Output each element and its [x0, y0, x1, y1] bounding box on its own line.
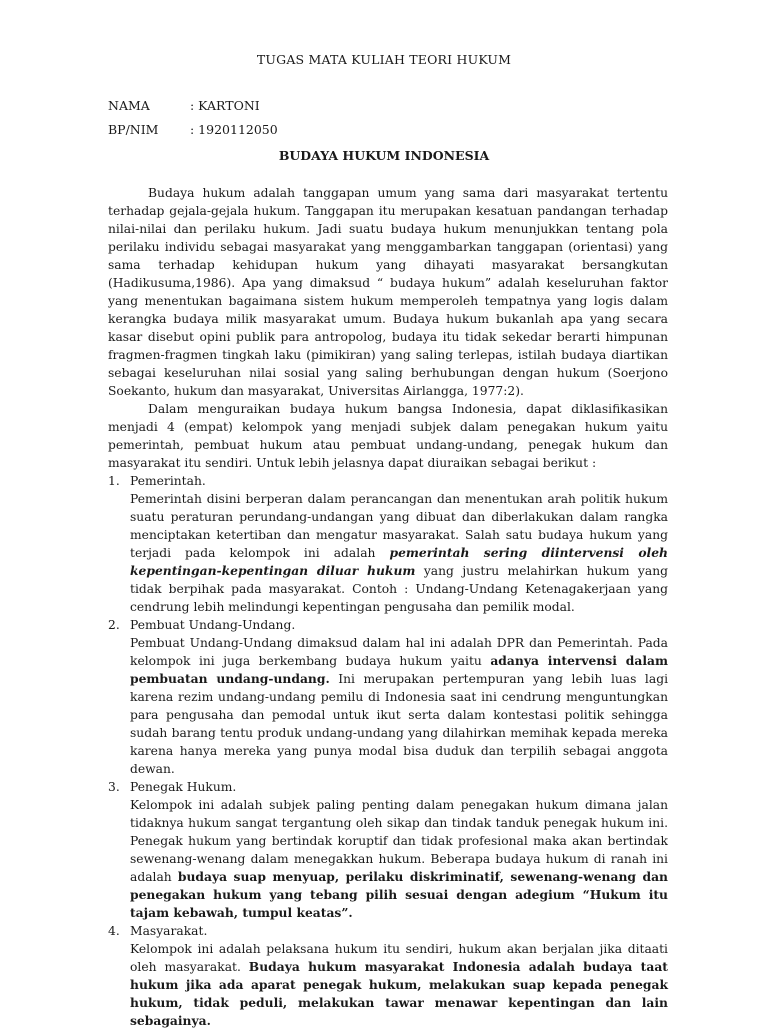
list-body — [130, 634, 668, 778]
numbered-list — [108, 472, 668, 1030]
meta-nim-row — [108, 122, 278, 137]
list-number: 1. — [108, 474, 120, 488]
list-number: 3. — [108, 780, 120, 794]
list-body — [130, 796, 668, 922]
list-heading: Masyarakat. — [130, 924, 208, 938]
list-text: Kelompok ini adalah subjek paling penting dalam penegakan hukum dimana jalan tidaknya hukum sangat tergantung oleh sikap dan tindak tanduk penegak hukum ini. Penegak hukum yang bertindak koruptif dan tidak profesional maka akan bertindak sewenang-wenang dalam menegakkan hukum. Beberapa budaya hukum di ranah ini adalah — [130, 798, 668, 884]
list-item — [108, 472, 668, 616]
document-subtitle: BUDAYA HUKUM INDONESIA — [278, 148, 490, 163]
list-text: Pemerintah disini berperan dalam perancangan dan menentukan arah politik hukum suatu peraturan perundang-undangan yang dibuat dan diberlakukan dalam rangka menciptakan ketertiban dan mengatur masyarakat. Salah satu budaya hukum yang terjadi pada kelompok ini adalah — [130, 492, 668, 560]
meta-value: : KARTONI — [190, 98, 260, 113]
emphasis-text: budaya suap menyuap, perilaku diskriminatif, sewenang-wenang dan penegakan hukum yang tebang pilih sesuai dengan adegium “Hukum itu tajam kebawah, tumpul keatas”. — [130, 869, 668, 920]
list-text: Pembuat Undang-Undang dimaksud dalam hal ini adalah DPR dan Pemerintah. Pada kelompok ini juga berkembang budaya hukum yaitu — [130, 636, 668, 668]
list-body — [130, 940, 668, 1030]
list-text: Kelompok ini adalah pelaksana hukum itu sendiri, hukum akan berjalan jika ditaati oleh masyarakat. — [130, 942, 668, 974]
list-item — [108, 778, 668, 922]
meta-value: : 1920112050 — [190, 122, 278, 137]
list-body — [130, 490, 668, 616]
list-heading: Penegak Hukum. — [130, 780, 237, 794]
list-text: yang justru melahirkan hukum yang tidak berpihak pada masyarakat. Contoh : Undang-Undang Ketenagakerjaan yang cendrung lebih melindungi kepentingan pengusaha dan pemilik modal. — [130, 564, 668, 614]
emphasis-text: adanya intervensi dalam pembuatan undang-undang. — [130, 653, 668, 686]
meta-label: BP/NIM — [108, 122, 159, 137]
meta-label: NAMA — [108, 98, 150, 113]
list-item — [108, 616, 668, 778]
document-body — [108, 184, 668, 1030]
list-heading: Pemerintah. — [130, 474, 206, 488]
meta-name-row — [108, 98, 260, 113]
emphasis-text: Budaya hukum masyarakat Indonesia adalah budaya taat hukum jika ada aparat penegak hukum, melakukan suap kepada penegak hukum, tidak peduli, melakukan tawar menawar kepentingan dan lain sebagainya. — [130, 959, 668, 1028]
list-text: Ini merupakan pertempuran yang lebih luas lagi karena rezim undang-undang pemilu di Indonesia saat ini cendrung menguntungkan para pengusaha dan pemodal untuk ikut serta dalam kontestasi politik sehingga sudah barang tentu produk undang-undang yang dilahirkan memihak kepada mereka karena hanya mereka yang punya modal bisa duduk dan terpilih sebagai anggota dewan. — [130, 672, 669, 776]
list-number: 4. — [108, 924, 120, 938]
list-heading: Pembuat Undang-Undang. — [130, 618, 296, 632]
document-title: TUGAS MATA KULIAH TEORI HUKUM — [256, 52, 512, 67]
paragraph: Dalam menguraikan budaya hukum bangsa Indonesia, dapat diklasifikasikan menjadi 4 (empat) kelompok yang menjadi subjek dalam penegakan hukum yaitu pemerintah, pembuat hukum atau pembuat undang-undang, penegak hukum dan masyarakat itu sendiri. Untuk lebih jelasnya dapat diuraikan sebagai berikut : — [108, 402, 668, 470]
paragraph: Budaya hukum adalah tanggapan umum yang sama dari masyarakat tertentu terhadap gejala-gejala hukum. Tanggapan itu merupakan kesatuan pandangan terhadap nilai-nilai dan perilaku hukum. Jadi suatu budaya hukum menunjukkan tentang pola perilaku individu sebagai masyarakat yang menggambarkan tanggapan (orientasi) yang sama terhadap kehidupan hukum yang dihayati masyarakat bersangkutan (Hadikusuma,1986). Apa yang dimaksud “ budaya hukum” adalah keseluruhan faktor yang menentukan bagaimana sistem hukum memperoleh tempatnya yang logis dalam kerangka budaya milik masyarakat umum. Budaya hukum bukanlah apa yang secara kasar disebut opini publik para antropolog, budaya itu tidak sekedar berarti himpunan fragmen-fragmen tingkah laku (pimikiran) yang saling terlepas, istilah budaya diartikan sebagai keseluruhan nilai sosial yang saling berhubungan dengan hukum (Soerjono Soekanto, hukum dan masyarakat, Universitas Airlangga, 1977:2). — [108, 186, 668, 398]
list-number: 2. — [108, 618, 120, 632]
emphasis-text: pemerintah sering diintervensi oleh kepentingan-kepentingan diluar hukum — [130, 545, 668, 578]
list-item — [108, 922, 668, 1030]
